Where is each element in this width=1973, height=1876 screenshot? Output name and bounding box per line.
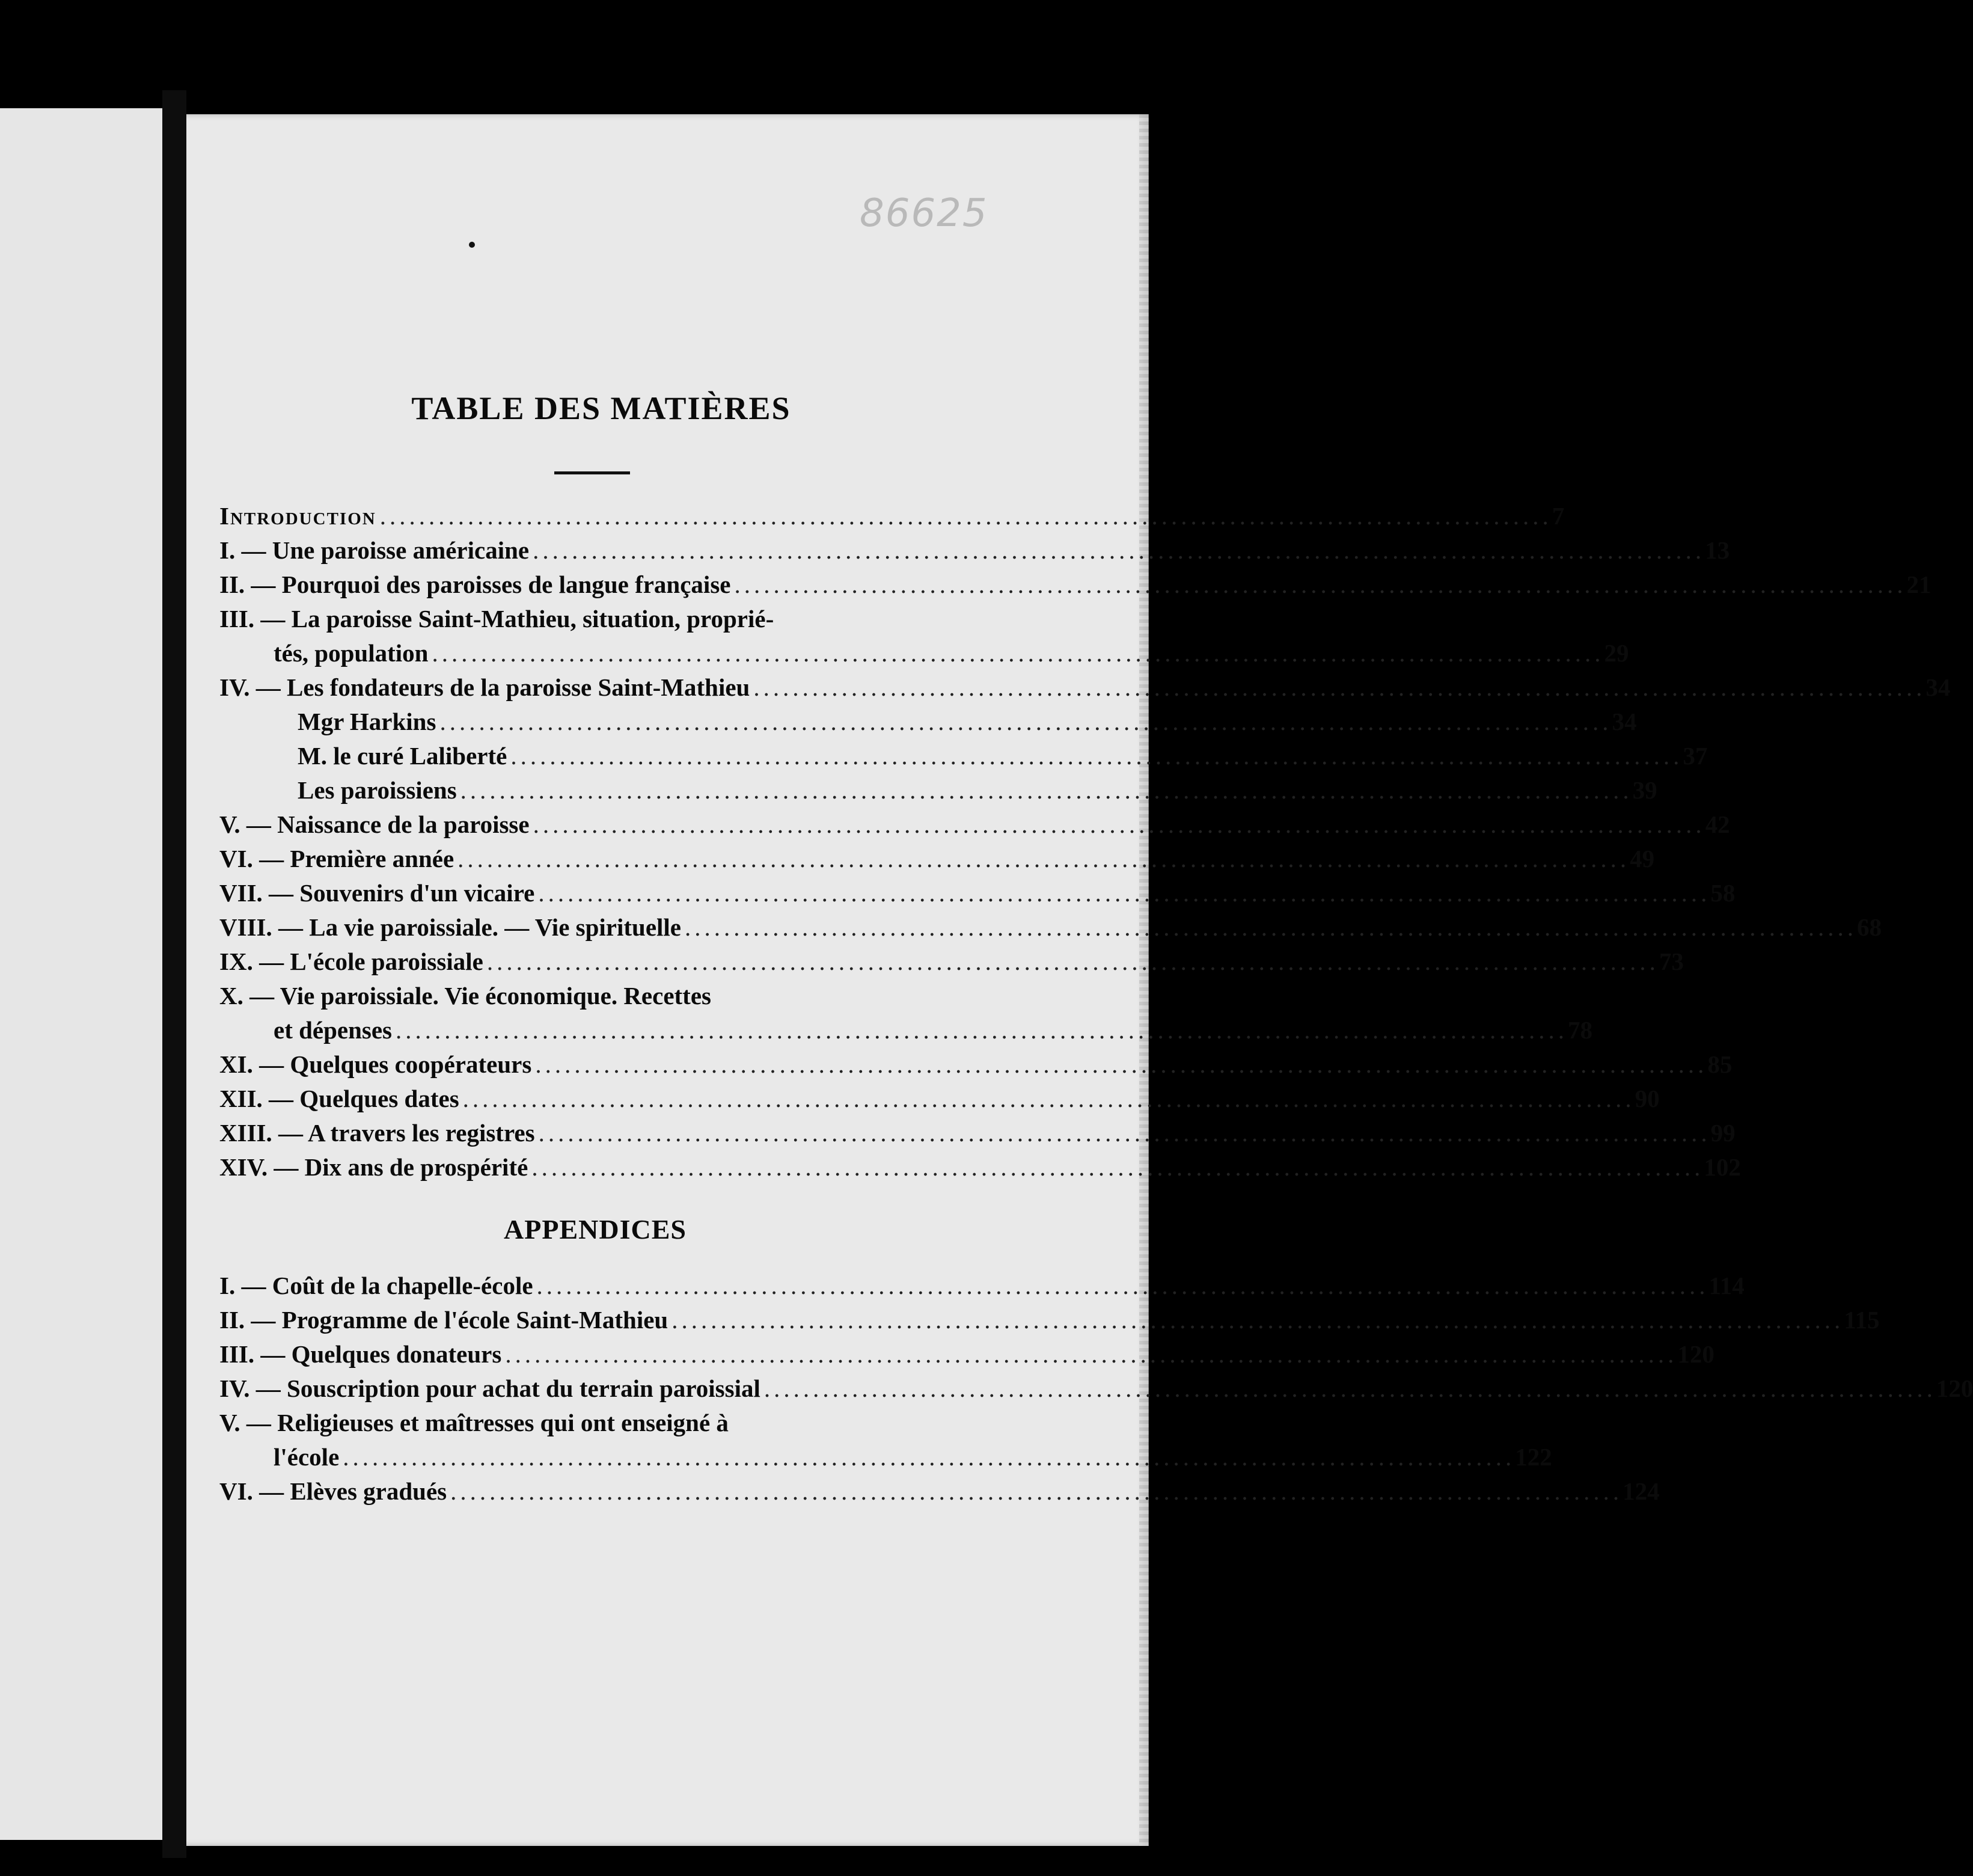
appendix-entry xyxy=(219,1337,1715,1372)
dot-leader: ........................................................................................................................ xyxy=(486,948,1659,975)
page-number: 29 xyxy=(1604,639,1629,667)
dot-leader: ........................................................................................................................ xyxy=(538,879,1711,907)
dot-leader: ........................................................................................................................ xyxy=(535,1050,1708,1078)
entry-label: II. — Programme de l'école Saint-Mathieu xyxy=(219,1306,668,1334)
page-number: 68 xyxy=(1857,913,1882,941)
toc-entry xyxy=(219,568,1932,602)
dot-leader: ........................................................................................................................ xyxy=(505,1340,1678,1368)
entry-label: III. — La paroisse Saint-Mathieu, situation, proprié- xyxy=(219,605,774,633)
table-of-contents xyxy=(219,499,1951,1185)
toc-entry xyxy=(219,705,1637,739)
toc-entry xyxy=(219,739,1708,773)
page-number: 13 xyxy=(1705,536,1730,564)
toc-entry xyxy=(219,979,929,1013)
page-number: 34 xyxy=(1612,708,1637,735)
entry-label: XI. — Quelques coopérateurs xyxy=(219,1050,532,1078)
page-number: 115 xyxy=(1844,1306,1880,1334)
toc-entry xyxy=(219,1047,1733,1082)
toc-entry xyxy=(219,1116,1736,1150)
appendix-entry xyxy=(219,1406,899,1440)
page-number: 120 xyxy=(1936,1375,1973,1402)
toc-entry xyxy=(219,773,1657,808)
entry-label: V. — Religieuses et maîtresses qui ont enseigné à xyxy=(219,1409,729,1436)
left-page-edge xyxy=(0,108,162,1840)
appendix-entry xyxy=(219,1303,1880,1337)
entry-label: et dépenses xyxy=(274,1016,393,1044)
page-number: 49 xyxy=(1630,845,1655,872)
entry-label: VI. — Première année xyxy=(219,845,454,872)
toc-entry xyxy=(219,499,1565,533)
dot-leader: ........................................................................................................................ xyxy=(533,536,1705,564)
appendix-entry xyxy=(219,1474,1660,1509)
appendix-entry xyxy=(219,1372,1973,1406)
dot-leader: ........................................................................................................................ xyxy=(753,673,1926,701)
page-number: 90 xyxy=(1635,1085,1660,1112)
page-number: 120 xyxy=(1677,1340,1715,1368)
entry-label: M. le curé Laliberté xyxy=(298,742,507,770)
toc-entry xyxy=(219,945,1684,979)
page-number: 114 xyxy=(1708,1272,1745,1299)
dot-leader: ........................................................................................................................ xyxy=(439,708,1612,735)
entry-label: II. — Pourquoi des paroisses de langue française xyxy=(219,571,731,598)
page-number: 42 xyxy=(1705,811,1730,838)
page-number: 99 xyxy=(1710,1119,1736,1147)
dot-leader: ........................................................................................................................ xyxy=(536,1272,1709,1299)
dot-leader: ........................................................................................................................ xyxy=(531,1153,1704,1181)
entry-label: XII. — Quelques dates xyxy=(219,1085,459,1112)
page-title: TABLE DES MATIÈRES xyxy=(411,390,791,426)
dot-leader: ........................................................................................................................ xyxy=(460,776,1633,804)
entry-label: IV. — Les fondateurs de la paroisse Saint-Mathieu xyxy=(219,673,750,701)
page-number: 37 xyxy=(1683,742,1708,770)
entry-label: VIII. — La vie paroissiale. — Vie spirituelle xyxy=(219,913,682,941)
page-number: 58 xyxy=(1710,879,1736,907)
handwritten-shelfmark: 86625 xyxy=(860,191,988,236)
toc-entry xyxy=(219,876,1736,910)
ink-dot xyxy=(469,242,475,248)
toc-entry xyxy=(219,910,1882,945)
dot-leader: ........................................................................................................................ xyxy=(510,742,1683,770)
toc-entry xyxy=(219,808,1730,842)
entry-label: l'école xyxy=(274,1443,340,1471)
appendix-entry xyxy=(219,1269,1745,1303)
toc-entry xyxy=(219,1013,1593,1047)
title-rule xyxy=(554,471,630,474)
page-number: 73 xyxy=(1659,948,1684,975)
page-number: 102 xyxy=(1704,1153,1741,1181)
page-number: 85 xyxy=(1707,1050,1733,1078)
dot-leader: ........................................................................................................................ xyxy=(379,502,1552,530)
entry-label: IX. — L'école paroissiale xyxy=(219,948,483,975)
toc-entry xyxy=(219,1150,1741,1185)
page-number: 122 xyxy=(1515,1443,1552,1471)
dot-leader: ........................................................................................................................ xyxy=(457,845,1630,872)
toc-entry xyxy=(219,602,929,636)
page-number: 34 xyxy=(1926,673,1951,701)
page-number: 78 xyxy=(1568,1016,1593,1044)
entry-label: Les paroissiens xyxy=(298,776,457,804)
page-number: 39 xyxy=(1632,776,1657,804)
entry-label: I. — Coût de la chapelle-école xyxy=(219,1272,533,1299)
entry-label: Mgr Harkins xyxy=(298,708,436,735)
entry-label: XIV. — Dix ans de prospérité xyxy=(219,1153,528,1181)
page-number: 7 xyxy=(1552,502,1565,530)
entry-label: IV. — Souscription pour achat du terrain paroissial xyxy=(219,1375,760,1402)
toc-entry xyxy=(219,533,1730,568)
page-number: 21 xyxy=(1906,571,1932,598)
entry-label: X. — Vie paroissiale. Vie économique. Recettes xyxy=(219,982,711,1010)
page-edge xyxy=(1139,114,1149,1846)
entry-label: tés, population xyxy=(274,639,429,667)
entry-label: III. — Quelques donateurs xyxy=(219,1340,502,1368)
dot-leader: ........................................................................................................................ xyxy=(671,1306,1844,1334)
entry-label: VII. — Souvenirs d'un vicaire xyxy=(219,879,535,907)
dot-leader: ........................................................................................................................ xyxy=(450,1477,1623,1505)
toc-entry xyxy=(219,670,1951,705)
dot-leader: ........................................................................................................................ xyxy=(396,1016,1568,1044)
dot-leader: ........................................................................................................................ xyxy=(343,1443,1516,1471)
book-gutter xyxy=(162,90,186,1858)
page-number: 124 xyxy=(1623,1477,1660,1505)
appendix-entry xyxy=(219,1440,1552,1474)
entry-label: V. — Naissance de la paroisse xyxy=(219,811,530,838)
dot-leader: ........................................................................................................................ xyxy=(734,571,1907,598)
appendices-heading: APPENDICES xyxy=(504,1214,687,1245)
entry-label: I. — Une paroisse américaine xyxy=(219,536,530,564)
dot-leader: ........................................................................................................................ xyxy=(763,1375,1936,1402)
entry-label: XIII. — A travers les registres xyxy=(219,1119,535,1147)
appendices-list xyxy=(219,1269,1973,1509)
dot-leader: ........................................................................................................................ xyxy=(533,811,1705,838)
dot-leader: ........................................................................................................................ xyxy=(685,913,1858,941)
toc-entry xyxy=(219,842,1655,876)
entry-label: VI. — Elèves gradués xyxy=(219,1477,447,1505)
dot-leader: ........................................................................................................................ xyxy=(462,1085,1635,1112)
dot-leader: ........................................................................................................................ xyxy=(432,639,1604,667)
dot-leader: ........................................................................................................................ xyxy=(538,1119,1711,1147)
toc-entry xyxy=(219,636,1629,670)
entry-label: Introduction xyxy=(219,502,376,530)
toc-entry xyxy=(219,1082,1660,1116)
